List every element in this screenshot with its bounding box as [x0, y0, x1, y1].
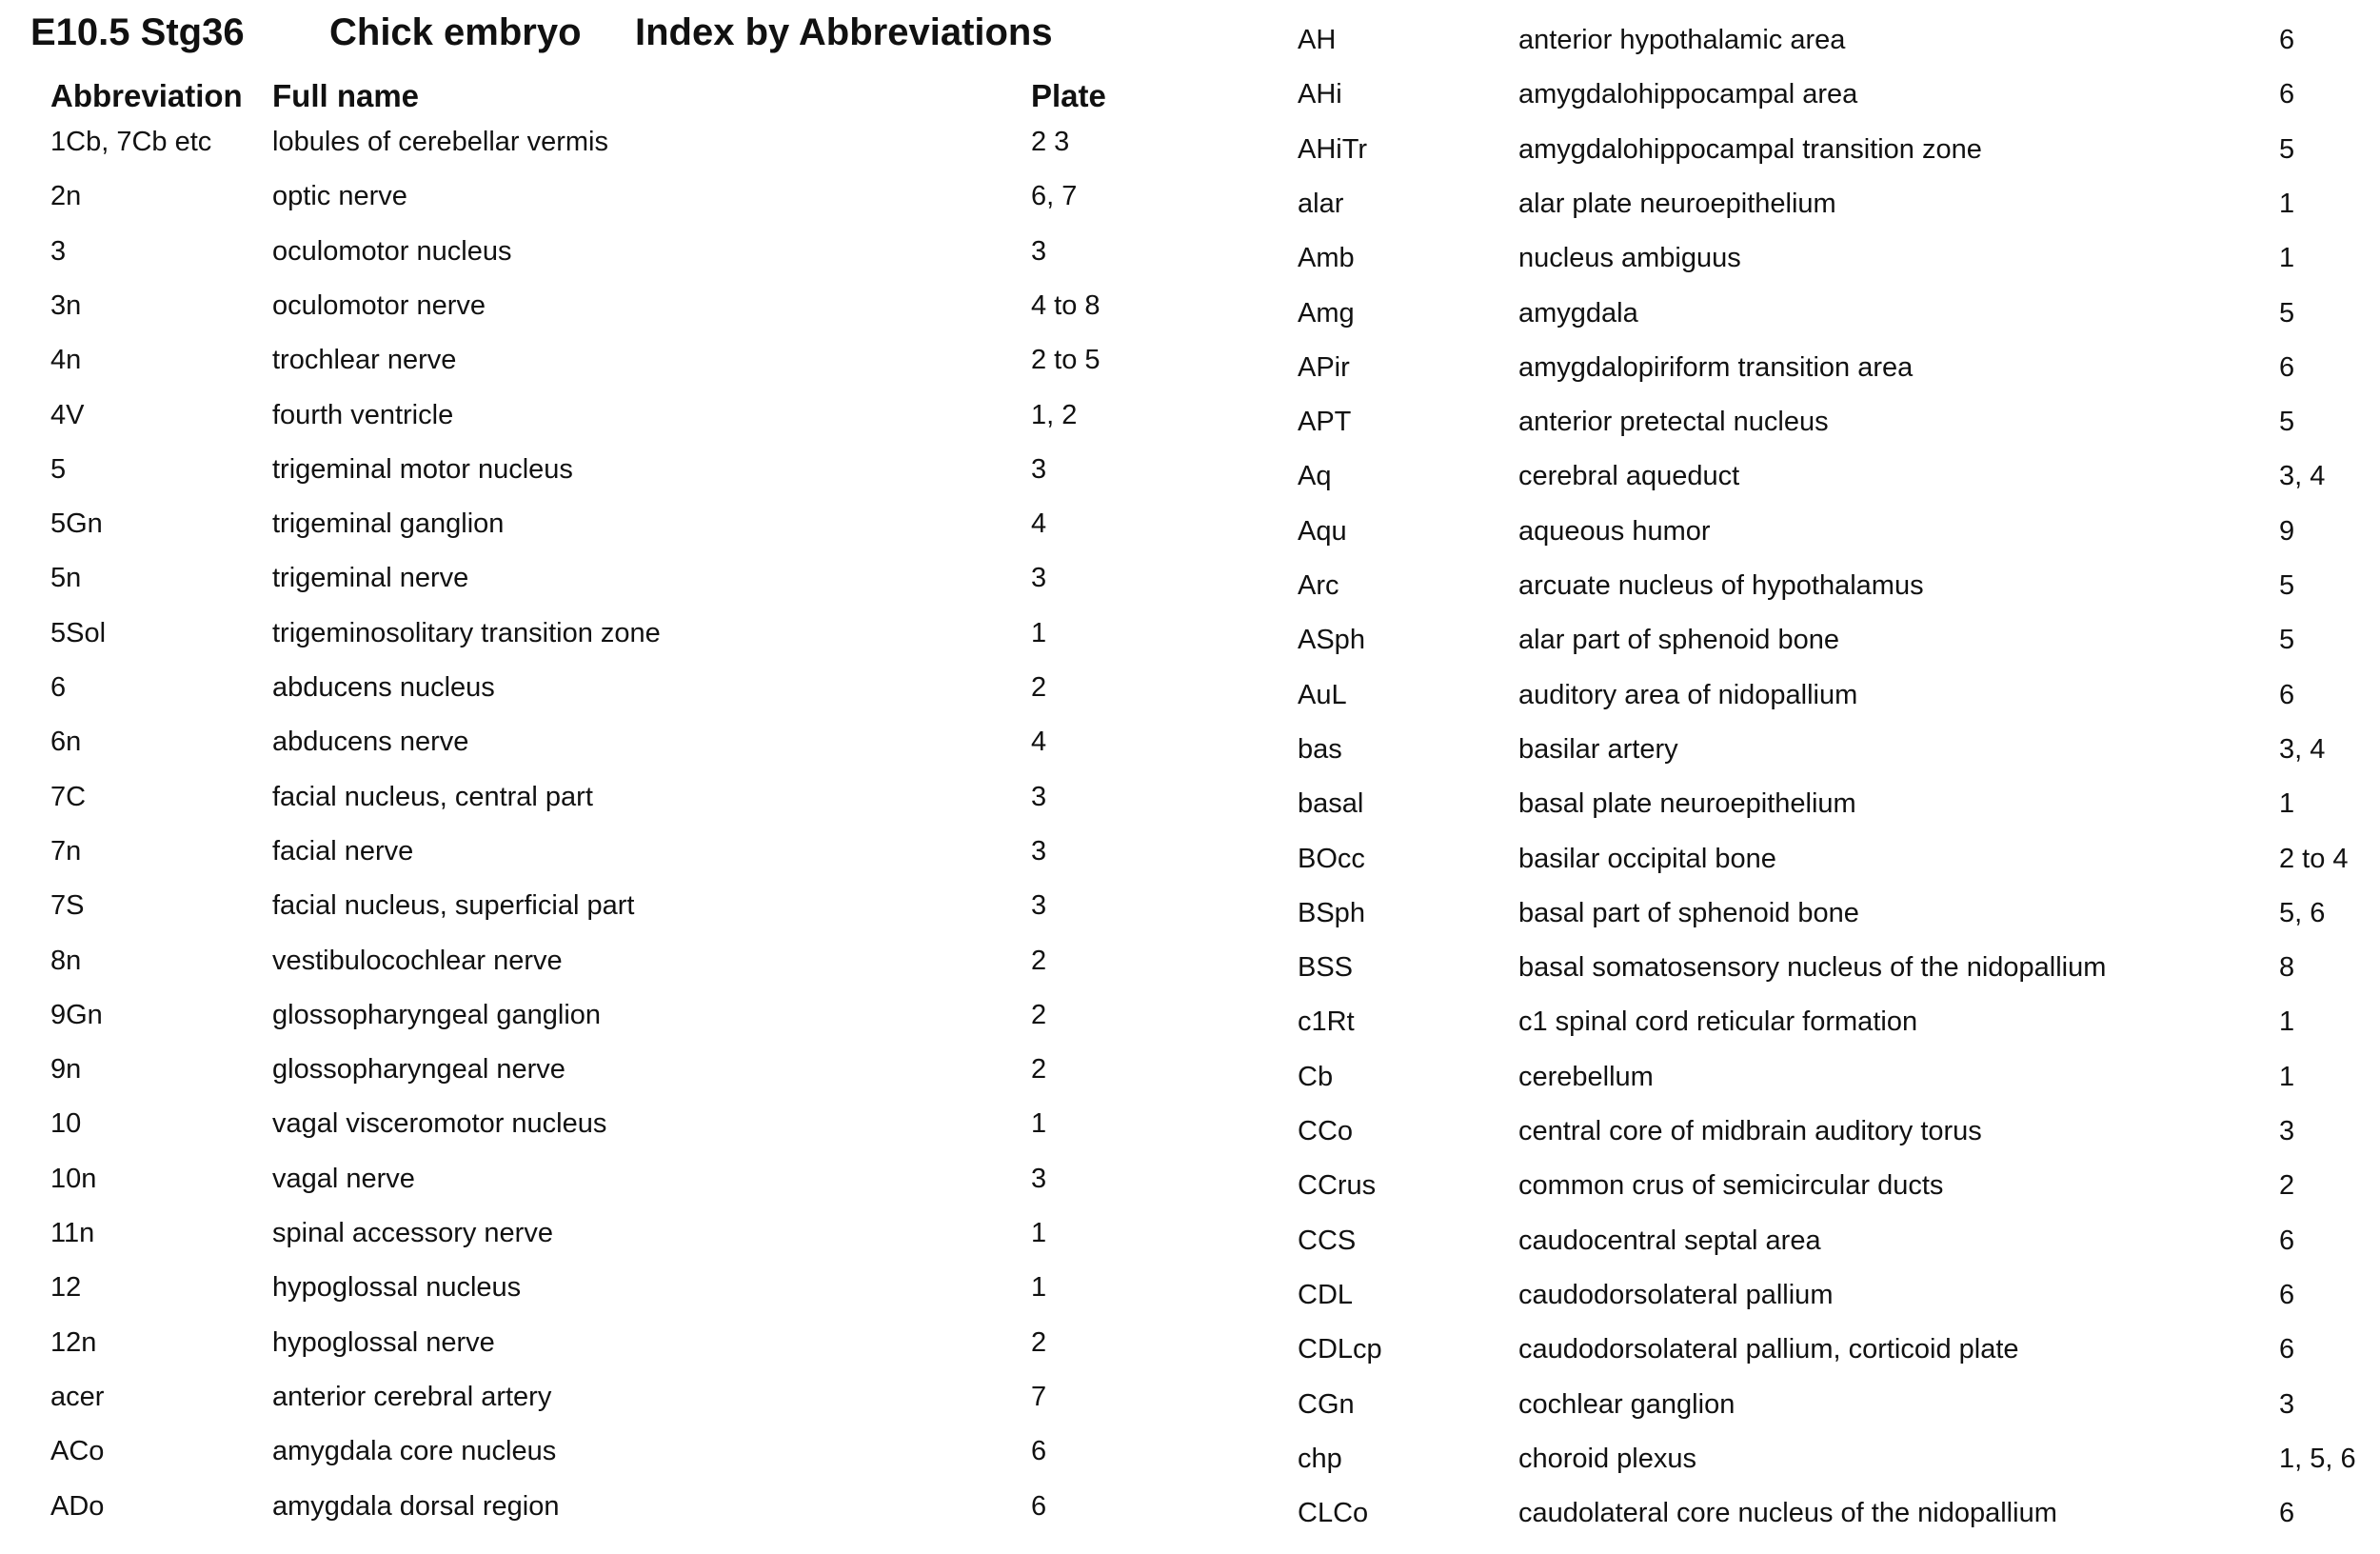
abbreviation-cell: 11n: [50, 1218, 95, 1248]
abbreviation-cell: Arc: [1298, 570, 1339, 601]
plate-cell: 4 to 8: [1031, 289, 1101, 321]
abbreviation-cell: APT: [1298, 407, 1352, 438]
full-name-cell: facial nerve: [272, 835, 414, 867]
full-name-cell: facial nucleus, central part: [272, 781, 593, 812]
abbreviation-cell: BSS: [1298, 952, 1354, 984]
full-name-cell: vagal nerve: [272, 1163, 415, 1194]
abbreviation-cell: Amg: [1298, 297, 1355, 329]
abbreviation-cell: CGn: [1298, 1388, 1355, 1420]
plate-cell: 2 to 4: [2279, 843, 2349, 874]
full-name-cell: anterior cerebral artery: [272, 1381, 552, 1412]
plate-cell: 1: [1031, 1108, 1047, 1140]
full-name-cell: alar part of sphenoid bone: [1518, 625, 1839, 656]
full-name-cell: abducens nucleus: [272, 672, 495, 703]
plate-cell: 3, 4: [2279, 461, 2326, 492]
plate-cell: 5, 6: [2279, 897, 2326, 928]
abbreviation-cell: 3n: [50, 289, 82, 321]
full-name-cell: hypoglossal nerve: [272, 1326, 495, 1358]
abbreviation-cell: BSph: [1298, 897, 1365, 928]
abbreviation-cell: 2n: [50, 181, 82, 212]
abbreviation-cell: Cb: [1298, 1061, 1334, 1092]
full-name-cell: basilar artery: [1518, 733, 1678, 765]
full-name-cell: spinal accessory nerve: [272, 1218, 553, 1248]
full-name-cell: trochlear nerve: [272, 345, 457, 376]
abbreviation-cell: c1Rt: [1298, 1006, 1355, 1038]
full-name-cell: oculomotor nucleus: [272, 235, 512, 267]
full-name-cell: amygdala: [1518, 297, 1638, 329]
plate-cell: 1: [2279, 188, 2295, 219]
plate-cell: 6, 7: [1031, 181, 1078, 212]
plate-cell: 5: [2279, 133, 2295, 165]
plate-cell: 2: [1031, 1326, 1047, 1358]
full-name-cell: amygdalohippocampal area: [1518, 79, 1858, 110]
abbreviation-cell: CDL: [1298, 1279, 1354, 1310]
full-name-cell: amygdala dorsal region: [272, 1490, 560, 1522]
plate-cell: 2: [1031, 999, 1047, 1030]
column-header-abbreviation: Abbreviation: [50, 78, 243, 113]
full-name-cell: glossopharyngeal nerve: [272, 1054, 565, 1086]
full-name-cell: basilar occipital bone: [1518, 843, 1776, 874]
full-name-cell: trigeminal motor nucleus: [272, 453, 573, 485]
plate-cell: 2: [1031, 945, 1047, 976]
full-name-cell: caudocentral septal area: [1518, 1225, 1821, 1256]
abbreviation-cell: 4V: [50, 399, 85, 430]
plate-cell: 3: [1031, 235, 1047, 267]
abbreviation-cell: Aqu: [1298, 515, 1347, 547]
full-name-cell: lobules of cerebellar vermis: [272, 127, 608, 157]
plate-cell: 1, 2: [1031, 399, 1078, 430]
full-name-cell: glossopharyngeal ganglion: [272, 999, 602, 1030]
abbreviation-cell: 5: [50, 453, 67, 485]
plate-cell: 3: [1031, 453, 1047, 485]
subject-title: Chick embryo: [329, 11, 582, 53]
plate-cell: 6: [2279, 79, 2295, 110]
full-name-cell: basal part of sphenoid bone: [1518, 897, 1859, 928]
abbreviation-cell: CLCo: [1298, 1498, 1369, 1529]
plate-cell: 8: [2279, 952, 2295, 984]
full-name-cell: cochlear ganglion: [1518, 1388, 1735, 1420]
plate-cell: 3: [2279, 1388, 2295, 1420]
plate-cell: 6: [2279, 25, 2295, 55]
abbreviation-cell: 9Gn: [50, 999, 103, 1030]
plate-cell: 5: [2279, 407, 2295, 438]
abbreviation-cell: 3: [50, 235, 67, 267]
abbreviation-cell: AuL: [1298, 679, 1347, 710]
abbreviation-cell: CCrus: [1298, 1170, 1377, 1202]
full-name-cell: caudodorsolateral pallium: [1518, 1279, 1834, 1310]
abbreviation-cell: 5Sol: [50, 617, 107, 648]
abbreviation-cell: chp: [1298, 1443, 1342, 1474]
full-name-cell: cerebral aqueduct: [1518, 461, 1740, 492]
plate-cell: 6: [2279, 679, 2295, 710]
plate-cell: 1: [2279, 788, 2295, 820]
full-name-cell: arcuate nucleus of hypothalamus: [1518, 570, 1924, 601]
abbreviation-cell: Amb: [1298, 243, 1355, 274]
plate-cell: 6: [1031, 1490, 1047, 1522]
abbreviation-cell: 6n: [50, 727, 82, 758]
abbreviation-cell: 4n: [50, 345, 82, 376]
abbreviation-cell: 12: [50, 1272, 82, 1304]
full-name-cell: fourth ventricle: [272, 399, 454, 430]
plate-cell: 6: [2279, 1334, 2295, 1365]
full-name-cell: c1 spinal cord reticular formation: [1518, 1006, 1918, 1038]
abbreviation-cell: APir: [1298, 351, 1350, 383]
full-name-cell: oculomotor nerve: [272, 289, 486, 321]
plate-cell: 5: [2279, 570, 2295, 601]
column-header-full-name: Full name: [272, 78, 420, 113]
full-name-cell: caudolateral core nucleus of the nidopallium: [1518, 1498, 2057, 1529]
full-name-cell: nucleus ambiguus: [1518, 243, 1741, 274]
abbreviation-cell: ADo: [50, 1490, 105, 1522]
full-name-cell: anterior hypothalamic area: [1518, 25, 1846, 55]
plate-cell: 2: [1031, 672, 1047, 703]
plate-cell: 1, 5, 6: [2279, 1443, 2356, 1474]
full-name-cell: basal plate neuroepithelium: [1518, 788, 1856, 820]
plate-cell: 1: [2279, 243, 2295, 274]
plate-cell: 2: [1031, 1054, 1047, 1086]
full-name-cell: trigeminal ganglion: [272, 508, 505, 540]
abbreviation-cell: 10: [50, 1108, 82, 1140]
full-name-cell: choroid plexus: [1518, 1443, 1696, 1474]
abbreviation-cell: alar: [1298, 188, 1344, 219]
plate-cell: 4: [1031, 508, 1047, 540]
abbreviation-cell: 7C: [50, 781, 87, 812]
plate-cell: 7: [1031, 1381, 1047, 1412]
abbreviation-cell: AHi: [1298, 79, 1342, 110]
plate-cell: 9: [2279, 515, 2295, 547]
abbreviation-cell: 6: [50, 672, 67, 703]
abbreviation-cell: Aq: [1298, 461, 1332, 492]
full-name-cell: caudodorsolateral pallium, corticoid plate: [1518, 1334, 2019, 1365]
plate-cell: 6: [2279, 1279, 2295, 1310]
plate-cell: 6: [1031, 1436, 1047, 1467]
abbreviation-cell: 10n: [50, 1163, 97, 1194]
abbreviation-cell: 7n: [50, 835, 82, 867]
plate-cell: 2 3: [1031, 127, 1070, 157]
full-name-cell: amygdalohippocampal transition zone: [1518, 133, 1982, 165]
plate-cell: 1: [2279, 1006, 2295, 1038]
abbreviation-cell: CCo: [1298, 1116, 1354, 1146]
plate-cell: 1: [1031, 1272, 1047, 1304]
plate-cell: 2 to 5: [1031, 345, 1101, 376]
abbreviation-cell: AH: [1298, 25, 1337, 55]
abbreviation-cell: basal: [1298, 788, 1364, 820]
plate-cell: 5: [2279, 297, 2295, 329]
plate-cell: 3: [1031, 563, 1047, 594]
full-name-cell: abducens nerve: [272, 727, 469, 758]
plate-cell: 6: [2279, 1498, 2295, 1529]
abbreviation-cell: ACo: [50, 1436, 105, 1467]
abbreviation-cell: CCS: [1298, 1225, 1357, 1256]
full-name-cell: vagal visceromotor nucleus: [272, 1108, 607, 1140]
full-name-cell: trigeminosolitary transition zone: [272, 617, 661, 648]
abbreviation-cell: 5n: [50, 563, 82, 594]
full-name-cell: auditory area of nidopallium: [1518, 679, 1858, 710]
abbreviation-cell: ASph: [1298, 625, 1365, 656]
plate-cell: 3: [2279, 1116, 2295, 1146]
abbreviation-cell: 7S: [50, 890, 85, 922]
abbreviation-cell: 8n: [50, 945, 82, 976]
abbreviation-cell: acer: [50, 1381, 105, 1412]
full-name-cell: facial nucleus, superficial part: [272, 890, 635, 922]
full-name-cell: common crus of semicircular ducts: [1518, 1170, 1944, 1202]
plate-cell: 1: [1031, 1218, 1047, 1248]
plate-cell: 4: [1031, 727, 1047, 758]
plate-cell: 2: [2279, 1170, 2295, 1202]
plate-cell: 1: [2279, 1061, 2295, 1092]
full-name-cell: alar plate neuroepithelium: [1518, 188, 1836, 219]
plate-cell: 1: [1031, 617, 1047, 648]
full-name-cell: hypoglossal nucleus: [272, 1272, 522, 1304]
index-title: Index by Abbreviations: [635, 11, 1053, 53]
full-name-cell: cerebellum: [1518, 1061, 1654, 1092]
full-name-cell: amygdalopiriform transition area: [1518, 351, 1914, 383]
full-name-cell: trigeminal nerve: [272, 563, 469, 594]
plate-cell: 5: [2279, 625, 2295, 656]
abbreviation-cell: BOcc: [1298, 843, 1365, 874]
abbreviation-cell: 12n: [50, 1326, 97, 1358]
full-name-cell: aqueous humor: [1518, 515, 1711, 547]
abbreviation-cell: bas: [1298, 733, 1342, 765]
full-name-cell: optic nerve: [272, 181, 407, 212]
plate-cell: 3, 4: [2279, 733, 2326, 765]
full-name-cell: amygdala core nucleus: [272, 1436, 557, 1467]
full-name-cell: basal somatosensory nucleus of the nidopallium: [1518, 952, 2107, 984]
abbreviation-cell: 5Gn: [50, 508, 103, 540]
abbreviation-cell: AHiTr: [1298, 133, 1368, 165]
full-name-cell: central core of midbrain auditory torus: [1518, 1116, 1982, 1146]
abbreviation-cell: CDLcp: [1298, 1334, 1382, 1365]
stage-title: E10.5 Stg36: [30, 11, 245, 53]
plate-cell: 6: [2279, 1225, 2295, 1256]
plate-cell: 3: [1031, 1163, 1047, 1194]
abbreviation-cell: 9n: [50, 1054, 82, 1086]
plate-cell: 3: [1031, 781, 1047, 812]
abbreviation-cell: 1Cb, 7Cb etc: [50, 127, 212, 157]
full-name-cell: vestibulocochlear nerve: [272, 945, 563, 976]
column-header-plate: Plate: [1031, 78, 1106, 113]
full-name-cell: anterior pretectal nucleus: [1518, 407, 1829, 438]
plate-cell: 3: [1031, 890, 1047, 922]
plate-cell: 3: [1031, 835, 1047, 867]
plate-cell: 6: [2279, 351, 2295, 383]
